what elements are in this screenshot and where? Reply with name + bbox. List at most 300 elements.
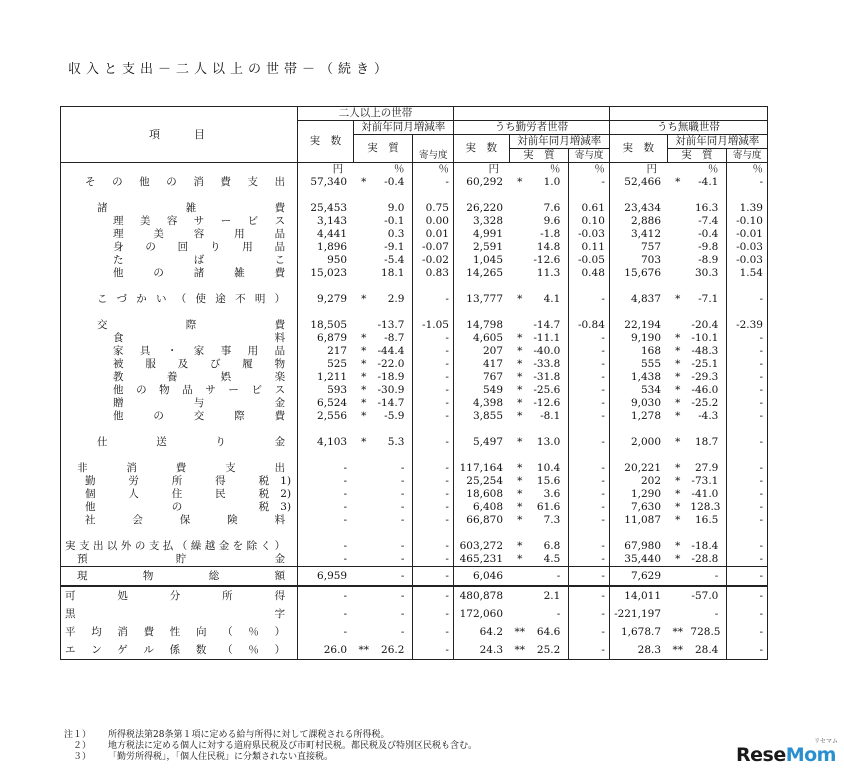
- cell-real: 15.6: [536, 475, 561, 487]
- cell-actual: 66,870: [453, 514, 509, 527]
- cell-mark: *: [675, 293, 681, 305]
- cell-actual: 117,164: [453, 462, 509, 475]
- cell-actual: 1,678.7: [609, 623, 667, 641]
- cell-contrib: -: [727, 436, 768, 449]
- cell-actual: 534: [609, 384, 667, 397]
- cell-mark: [667, 567, 688, 587]
- units-row: [61, 163, 768, 177]
- cell-mark: **: [672, 643, 683, 656]
- row-label-text: 他の交際費: [113, 410, 286, 422]
- cell-actual: 28.3: [609, 641, 667, 660]
- cell-actual: -: [298, 540, 354, 553]
- cell-actual: 555: [609, 358, 667, 371]
- cell-real: -41.0: [691, 488, 719, 500]
- cell-mark: **: [514, 643, 525, 656]
- cell-actual: 1,896: [298, 241, 354, 254]
- row-label: [61, 332, 298, 345]
- table-row: [61, 540, 768, 553]
- cell-actual: -: [298, 501, 354, 514]
- table-row: [61, 202, 768, 215]
- cell-contrib: -: [413, 397, 454, 410]
- cell-mark: [667, 228, 688, 241]
- cell-real: 18.1: [381, 267, 405, 279]
- cell-contrib: -: [569, 553, 610, 567]
- row-label-text: 黒 字: [65, 607, 286, 620]
- cell-contrib: -: [413, 462, 454, 475]
- cell-contrib: 0.10: [569, 215, 610, 228]
- cell-actual: 13,777: [453, 293, 509, 306]
- group-header-unemployed-label: うち無職世帯: [609, 121, 767, 135]
- cell-contrib: -: [569, 501, 610, 514]
- cell-mark: [353, 623, 374, 641]
- cell-actual: 5,497: [453, 436, 509, 449]
- cell-real: -12.6: [533, 254, 561, 266]
- table-row: [61, 384, 768, 397]
- cell-real: 728.5: [690, 625, 721, 638]
- cell-real: -10.1: [691, 332, 719, 344]
- cell-mark: *: [517, 371, 523, 383]
- unit-percent: ％: [549, 163, 561, 175]
- cell-real: -13.7: [377, 319, 405, 331]
- cell-contrib: -0.84: [569, 319, 610, 332]
- row-label: [61, 202, 298, 215]
- cell-contrib: -: [727, 514, 768, 527]
- cell-mark: *: [517, 410, 523, 422]
- spacer-row: [61, 527, 768, 540]
- cell-real: -4.3: [698, 410, 719, 422]
- header-item: 項 目: [61, 107, 298, 163]
- cell-mark: [509, 241, 530, 254]
- cell-contrib: -1.05: [413, 319, 454, 332]
- cell-contrib: -: [413, 514, 454, 527]
- cell-mark: *: [361, 410, 367, 422]
- row-label-text: 預 貯 金: [77, 553, 286, 565]
- table-row: [61, 410, 768, 423]
- cell-real: -: [400, 488, 405, 500]
- cell-actual: 24.3: [453, 641, 509, 660]
- cell-contrib: -: [413, 436, 454, 449]
- table-row: [61, 332, 768, 345]
- table-row: [61, 358, 768, 371]
- cell-actual: 4,605: [453, 332, 509, 345]
- row-label: [61, 397, 298, 410]
- cell-contrib: -: [413, 605, 454, 623]
- cell-mark: *: [517, 462, 523, 474]
- cell-mark: *: [675, 475, 681, 487]
- cell-actual: 950: [298, 254, 354, 267]
- footnote-mark: 注１）: [64, 730, 92, 740]
- cell-real: -8.1: [540, 410, 561, 422]
- unit-percent: ％: [393, 163, 405, 175]
- cell-actual: 18,505: [298, 319, 354, 332]
- cell-mark: *: [675, 176, 681, 188]
- cell-contrib: -: [413, 586, 454, 605]
- row-label-text: こづかい（使途不明）: [97, 293, 286, 305]
- cell-mark: [509, 228, 530, 241]
- cell-mark: [667, 202, 688, 215]
- cell-mark: *: [675, 514, 681, 526]
- cell-real: 16.5: [694, 514, 719, 526]
- cell-real: 30.3: [694, 267, 719, 279]
- row-label-text: 理美容サービス: [113, 215, 286, 227]
- cell-real: 11.3: [536, 267, 561, 279]
- cell-mark: [509, 567, 530, 587]
- cell-mark: [509, 267, 530, 280]
- cell-real: -11.1: [533, 332, 561, 344]
- row-label-text: たばこ: [113, 254, 286, 266]
- cell-actual: 18,608: [453, 488, 509, 501]
- row-label-text: 諸 雑 費: [97, 202, 286, 214]
- cell-contrib: 0.83: [413, 267, 454, 280]
- cell-real: -1.8: [540, 228, 561, 240]
- cell-contrib: -: [413, 371, 454, 384]
- header-contrib-3: 寄与度: [727, 149, 768, 163]
- cell-mark: *: [675, 397, 681, 409]
- cell-real: -5.9: [384, 410, 405, 422]
- row-note: 1): [280, 475, 292, 487]
- row-label: [61, 371, 298, 384]
- cell-contrib: -: [569, 358, 610, 371]
- cell-mark: *: [517, 436, 523, 448]
- header-real-3: 実 質: [667, 149, 727, 163]
- cell-mark: [667, 254, 688, 267]
- cell-actual: 60,292: [453, 176, 509, 189]
- table-row: [61, 488, 768, 501]
- cell-mark: [353, 254, 374, 267]
- cell-real: -: [400, 514, 405, 526]
- row-label-text: 社会保険料: [85, 514, 286, 526]
- cell-actual: 3,143: [298, 215, 354, 228]
- row-label-text: 家具・家事用品: [113, 345, 286, 357]
- row-label-text: 他の諸雑費: [113, 267, 286, 279]
- cell-real: -48.3: [691, 345, 719, 357]
- cell-mark: [353, 241, 374, 254]
- cell-actual: 480,878: [453, 586, 509, 605]
- row-label: [61, 553, 298, 567]
- cell-mark: *: [517, 332, 523, 344]
- cell-mark: *: [361, 176, 367, 188]
- cell-real: 7.3: [543, 514, 561, 526]
- cell-contrib: -: [413, 540, 454, 553]
- table-row: [61, 241, 768, 254]
- cell-mark: [509, 586, 530, 605]
- cell-mark: [353, 540, 374, 553]
- cell-real: -: [400, 501, 405, 513]
- cell-mark: [353, 267, 374, 280]
- cell-actual: 6,879: [298, 332, 354, 345]
- cell-actual: 9,030: [609, 397, 667, 410]
- cell-real: 5.3: [387, 436, 405, 448]
- cell-actual: 57,340: [298, 176, 354, 189]
- cell-real: -18.9: [377, 371, 405, 383]
- cell-real: -25.6: [533, 384, 561, 396]
- cell-contrib: -0.03: [727, 254, 768, 267]
- cell-real: -: [556, 607, 561, 620]
- cell-contrib: -: [727, 553, 768, 567]
- cell-contrib: -: [569, 384, 610, 397]
- cell-contrib: -: [413, 358, 454, 371]
- row-label-text: 交 際 費: [97, 319, 286, 331]
- header-contrib-top: [413, 135, 454, 149]
- cell-mark: *: [675, 553, 681, 565]
- cell-actual: -: [298, 488, 354, 501]
- row-note: 3): [280, 501, 292, 513]
- cell-actual: -: [298, 514, 354, 527]
- cell-mark: *: [361, 397, 367, 409]
- group-header-all: 二人以上の世帯: [298, 107, 454, 121]
- row-label: [61, 345, 298, 358]
- cell-actual: 2,556: [298, 410, 354, 423]
- cell-actual: 6,959: [298, 567, 354, 587]
- resemom-logo: [736, 738, 838, 766]
- cell-actual: -: [298, 623, 354, 641]
- cell-real: 64.6: [536, 625, 561, 638]
- cell-contrib: -: [413, 623, 454, 641]
- table-row: [61, 436, 768, 449]
- cell-contrib: -: [727, 567, 768, 587]
- cell-mark: [353, 514, 374, 527]
- cell-contrib: 1.54: [727, 267, 768, 280]
- header-actual-2: 実 数: [453, 135, 509, 163]
- cell-actual: 4,398: [453, 397, 509, 410]
- footnote-mark: ３）: [64, 752, 92, 762]
- footnote: [64, 730, 477, 741]
- row-label: [61, 267, 298, 280]
- cell-actual: 2,886: [609, 215, 667, 228]
- cell-real: -0.4: [384, 176, 405, 188]
- cell-mark: *: [675, 501, 681, 513]
- cell-actual: 703: [609, 254, 667, 267]
- cell-contrib: -: [727, 475, 768, 488]
- cell-mark: *: [675, 371, 681, 383]
- cell-real: -18.4: [691, 540, 719, 552]
- cell-contrib: -: [727, 397, 768, 410]
- table-row: [61, 475, 768, 488]
- cell-actual: 22,194: [609, 319, 667, 332]
- spacer-row: [61, 189, 768, 202]
- cell-contrib: -: [569, 345, 610, 358]
- row-label: [61, 228, 298, 241]
- row-label: [61, 475, 298, 488]
- cell-contrib: -: [569, 332, 610, 345]
- cell-contrib: -: [727, 293, 768, 306]
- cell-mark: **: [514, 625, 525, 638]
- cell-contrib: 0.75: [413, 202, 454, 215]
- cell-mark: [353, 605, 374, 623]
- cell-contrib: -: [727, 410, 768, 423]
- cell-actual: 26.0: [298, 641, 354, 660]
- header-actual-3: 実 数: [609, 135, 667, 163]
- cell-real: -: [374, 567, 412, 587]
- cell-real: 2.9: [387, 293, 405, 305]
- cell-real: -14.7: [377, 397, 405, 409]
- header-yoy: 対前年同月増減率: [353, 121, 453, 135]
- cell-real: 14.8: [536, 241, 561, 253]
- cell-real: 28.4: [694, 643, 719, 656]
- cell-contrib: -: [413, 384, 454, 397]
- row-label: [61, 241, 298, 254]
- cell-actual: 4,991: [453, 228, 509, 241]
- cell-actual: 1,438: [609, 371, 667, 384]
- cell-real: -: [400, 553, 405, 565]
- logo-accent: Mom: [785, 744, 836, 766]
- cell-actual: 2,591: [453, 241, 509, 254]
- cell-mark: *: [675, 358, 681, 370]
- cell-real: -: [714, 607, 719, 620]
- cell-actual: 4,103: [298, 436, 354, 449]
- cell-actual: 4,441: [298, 228, 354, 241]
- cell-real: 6.8: [543, 540, 561, 552]
- cell-real: 128.3: [690, 501, 721, 513]
- cell-contrib: -0.10: [727, 215, 768, 228]
- cell-contrib: 0.11: [569, 241, 610, 254]
- row-label: [61, 605, 298, 623]
- row-label-text: 平均消費性向（％）: [65, 625, 286, 638]
- cell-mark: *: [361, 436, 367, 448]
- cell-contrib: -0.05: [569, 254, 610, 267]
- cell-mark: *: [675, 462, 681, 474]
- cell-contrib: -: [727, 586, 768, 605]
- header-contrib-2: 寄与度: [569, 149, 610, 163]
- cell-mark: *: [517, 475, 523, 487]
- footnote-text: 地方税法に定める個人に対する道府県民税及び市町村民税。都民税及び特別区民税も含む。: [108, 741, 478, 751]
- row-label-text: 教養娯楽: [113, 371, 286, 383]
- cell-mark: *: [517, 384, 523, 396]
- cell-contrib: -: [569, 397, 610, 410]
- table-row: [61, 228, 768, 241]
- cell-mark: *: [361, 384, 367, 396]
- cell-mark: [667, 215, 688, 228]
- row-label-text: 非消費支出: [77, 462, 286, 474]
- cell-actual: 525: [298, 358, 354, 371]
- cell-mark: *: [675, 436, 681, 448]
- cell-real: 61.6: [536, 501, 561, 513]
- cell-mark: [353, 215, 374, 228]
- cell-real: -25.1: [691, 358, 719, 370]
- cell-actual: 168: [609, 345, 667, 358]
- cell-actual: 217: [298, 345, 354, 358]
- cell-mark: [509, 254, 530, 267]
- cell-mark: [509, 202, 530, 215]
- cell-contrib: -: [569, 462, 610, 475]
- row-label: [61, 641, 298, 660]
- cell-contrib: -: [727, 384, 768, 397]
- cell-contrib: -0.02: [413, 254, 454, 267]
- cell-contrib: -: [727, 371, 768, 384]
- cell-real: -8.9: [698, 254, 719, 266]
- cell-mark: [353, 488, 374, 501]
- spacer-row: [61, 449, 768, 462]
- cell-contrib: -: [569, 475, 610, 488]
- cell-real: 9.0: [387, 202, 405, 214]
- cell-actual: 1,211: [298, 371, 354, 384]
- cell-mark: *: [361, 371, 367, 383]
- unit-percent: ％: [413, 163, 454, 177]
- cell-contrib: -: [727, 605, 768, 623]
- row-label: [61, 623, 298, 641]
- cell-mark: *: [517, 345, 523, 357]
- row-label-text: 身の回り用品: [113, 241, 286, 253]
- cell-mark: [509, 319, 530, 332]
- cell-mark: **: [358, 643, 370, 656]
- row-label-text: 仕 送 り 金: [97, 436, 286, 448]
- cell-real: -28.8: [691, 553, 719, 565]
- cell-mark: *: [675, 384, 681, 396]
- cell-actual: 549: [453, 384, 509, 397]
- row-label: [61, 293, 298, 306]
- cell-actual: -221,197: [609, 605, 667, 623]
- footnote-mark: ２）: [64, 741, 92, 751]
- cell-actual: 3,412: [609, 228, 667, 241]
- cell-contrib: 0.61: [569, 202, 610, 215]
- cell-real: -12.6: [533, 397, 561, 409]
- row-label-text: 現 物 総 額: [77, 569, 286, 582]
- row-label: [61, 586, 298, 605]
- cell-real: -: [688, 567, 726, 587]
- cell-mark: [353, 553, 374, 567]
- table-row: [61, 462, 768, 475]
- cell-mark: [353, 319, 374, 332]
- cell-contrib: -: [569, 436, 610, 449]
- cell-contrib: -: [727, 488, 768, 501]
- row-label-text: 贈 与 金: [113, 397, 286, 409]
- cell-mark: [353, 567, 374, 587]
- cell-contrib: -: [727, 462, 768, 475]
- cell-mark: *: [517, 488, 523, 500]
- cell-contrib: -: [727, 641, 768, 660]
- cell-real: 27.9: [694, 462, 719, 474]
- cell-actual: 64.2: [453, 623, 509, 641]
- row-label-text: 個人住民税: [85, 488, 270, 500]
- cell-real: -4.1: [698, 176, 719, 188]
- row-label: [61, 410, 298, 423]
- row-label: [61, 358, 298, 371]
- group-header-workers: [453, 107, 609, 121]
- cell-contrib: -: [727, 358, 768, 371]
- row-label-text: 可 処 分 所 得: [65, 589, 286, 602]
- cell-real: -29.3: [691, 371, 719, 383]
- cell-real: 10.4: [536, 462, 561, 474]
- cell-real: 3.6: [543, 488, 561, 500]
- cell-contrib: -: [569, 641, 610, 660]
- spacer-row: [61, 423, 768, 436]
- cell-mark: *: [675, 410, 681, 422]
- row-label-text: 被服及び履物: [113, 358, 286, 370]
- cell-mark: *: [517, 553, 523, 565]
- cell-actual: -: [298, 475, 354, 488]
- logo-tm: リセマム: [814, 738, 838, 745]
- cell-contrib: -: [569, 586, 610, 605]
- table-row: [61, 586, 768, 605]
- cell-actual: 23,434: [609, 202, 667, 215]
- cell-contrib: -: [413, 567, 454, 587]
- cell-mark: *: [675, 332, 681, 344]
- row-label: [61, 176, 298, 189]
- row-label: [61, 436, 298, 449]
- cell-contrib: -: [727, 540, 768, 553]
- cell-real: -44.4: [377, 345, 405, 357]
- cell-actual: 20,221: [609, 462, 667, 475]
- cell-actual: 52,466: [609, 176, 667, 189]
- cell-mark: *: [361, 332, 367, 344]
- row-label: [61, 462, 298, 475]
- row-label: [61, 514, 298, 527]
- unit-yen: 円: [453, 163, 509, 177]
- row-note: 2): [280, 488, 292, 500]
- spacer-row: [61, 306, 768, 319]
- cell-mark: [667, 586, 688, 605]
- cell-contrib: -: [727, 623, 768, 641]
